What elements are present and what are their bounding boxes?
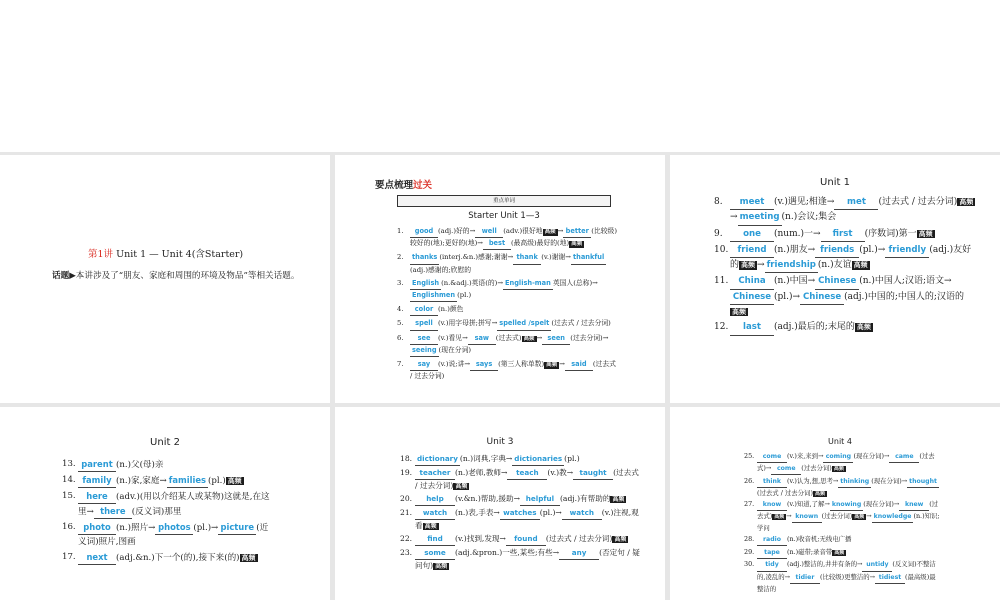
answer-blank: families (167, 473, 208, 488)
entry-text: (n.)父(母)亲 (116, 460, 164, 470)
entry-text: → (786, 512, 792, 521)
entry-text: (n.&adj.)英语(的)→ (441, 278, 504, 287)
high-frequency-badge: 高频 (455, 483, 468, 490)
high-frequency-badge: 高频 (854, 514, 865, 521)
high-frequency-badge: 高频 (833, 466, 844, 473)
slide-starter-words[interactable] (335, 155, 665, 403)
entry-text: (adj.&pron.)一些,某些;有些→ (455, 548, 560, 557)
answer-blank: photo (78, 520, 116, 535)
entry-text: (v.)用字母拼;拼写→ (438, 319, 498, 328)
answer-blank: best (483, 238, 511, 250)
entry-number: 21. (400, 508, 413, 517)
high-frequency-badge: 高频 (435, 563, 448, 570)
topic-label: 话题▶ (52, 271, 76, 281)
high-frequency-badge: 高频 (774, 514, 785, 521)
slide-unit3-words[interactable] (335, 407, 665, 600)
answer-blank: watch (415, 507, 455, 520)
entry-text: (现在分词)→ (863, 499, 900, 508)
entry-text: (n.)照片→ (116, 523, 156, 533)
entry-text: (v.)注视,观看 (415, 508, 639, 530)
entry-number: 29. (744, 547, 755, 556)
answer-blank: color (410, 304, 438, 316)
entry-number: 11. (714, 276, 729, 287)
answer-blank: there (94, 504, 132, 519)
entry-text: (过去分词) (821, 512, 853, 521)
answer-blank: came (889, 452, 919, 463)
entry-text: (v.)教→ (547, 468, 574, 477)
entry-text: (n.)表,手表→ (455, 508, 500, 517)
entry-text: (过去式 / 过去分词) (415, 468, 639, 490)
slide-unit1-words[interactable] (670, 155, 1000, 403)
high-frequency-badge: 高频 (546, 362, 558, 369)
entry-number: 13. (62, 459, 76, 469)
entry-text: (现在分词)→ (871, 476, 908, 485)
word-entry (397, 333, 617, 357)
answer-blank: tidy (757, 560, 787, 571)
answer-blank: one (730, 227, 774, 242)
answer-blank: say (410, 359, 438, 371)
entry-text: (n.)磁带;录音带 (787, 547, 833, 556)
entry-text: (反义词)那里 (131, 507, 182, 517)
entry-text: → (730, 212, 738, 223)
answer-blank: picture (218, 520, 256, 535)
entry-text: (n.)颜色 (438, 305, 464, 314)
answer-blank: coming (823, 452, 853, 463)
answer-blank: know (757, 500, 787, 511)
answer-blank: spelled /spelt (497, 318, 551, 330)
entry-text: (n.)知识;学问 (757, 512, 940, 533)
entry-text: (比较级)更整洁的→ (819, 572, 876, 581)
word-entry (744, 547, 940, 559)
word-entry (400, 453, 640, 466)
word-entry (62, 550, 272, 565)
entry-text: (最高级)最好的(地) (510, 239, 570, 248)
unit3-title: Unit 3 (486, 437, 514, 447)
lesson-range: Unit 1 — Unit 4(含Starter) (116, 249, 244, 260)
entry-text: (过去式) (757, 499, 939, 521)
entry-number: 22. (400, 534, 413, 543)
entry-number: 14. (62, 475, 76, 485)
answer-blank: teach (507, 467, 547, 480)
word-entry (714, 243, 976, 274)
answer-blank: saw (468, 333, 496, 345)
entry-number: 9. (714, 228, 723, 239)
word-entry (714, 274, 976, 319)
entry-number: 1. (397, 227, 404, 235)
entry-text: (adj.&n.)下一个(的),接下来(的) (116, 553, 240, 563)
high-frequency-badge: 高频 (612, 496, 625, 503)
entry-text: (现在分词)→ (853, 452, 890, 460)
blank-top-area (0, 0, 1000, 152)
answer-blank: meeting (738, 210, 782, 225)
answer-blank: taught (573, 467, 613, 480)
entry-text: (adv.)(用以介绍某人或某物)这就是,在这里→ (78, 492, 270, 517)
entry-text: (过去式 / 过去分词) (878, 197, 958, 207)
high-frequency-badge: 高频 (959, 198, 974, 206)
entry-number: 27. (744, 499, 755, 508)
answer-blank: Chinese (815, 274, 859, 289)
high-frequency-badge: 高频 (856, 323, 871, 332)
entry-number: 10. (714, 244, 729, 255)
entry-text: (num.)一→ (774, 228, 821, 239)
entry-text: → (757, 260, 765, 271)
answer-blank: spell (410, 318, 438, 330)
entry-number: 4. (397, 305, 404, 314)
entry-text: (adv.)很好地 (503, 227, 543, 235)
word-entry (744, 476, 940, 498)
answer-blank: found (506, 533, 546, 546)
answer-blank: see (410, 333, 438, 345)
answer-blank: Chinese (730, 290, 774, 305)
entry-text: (v.&n.)帮助,援助→ (455, 494, 520, 503)
entry-text: (v.)谢谢→ (541, 253, 571, 262)
word-entry (400, 547, 640, 572)
word-entry (397, 359, 617, 382)
entry-text: (过去式 / 过去分词) (551, 319, 611, 328)
entry-text: (否定句 / 疑问句) (415, 548, 640, 570)
entry-text: (反义词)不整洁的,凌乱的→ (757, 560, 936, 581)
entry-text: (v.)看见→ (438, 333, 468, 342)
entry-number: 8. (714, 197, 723, 207)
entry-text: (现在分词) (438, 345, 472, 354)
entry-text: (adj.)友好的 (730, 244, 972, 271)
answer-blank: China (730, 274, 774, 289)
answer-blank: find (415, 533, 455, 546)
answer-blank: met (834, 195, 878, 210)
entry-text: (adj.)最后的;末尾的 (774, 322, 855, 333)
entry-text: (pl.)→ (193, 523, 219, 533)
entry-number: 16. (62, 522, 76, 532)
answer-blank: family (78, 473, 116, 488)
answer-blank: better (563, 226, 591, 238)
word-entry (397, 278, 617, 302)
entry-number: 18. (400, 454, 413, 463)
answer-blank: English (410, 278, 441, 290)
entry-number: 23. (400, 548, 413, 557)
entry-number: 17. (62, 552, 76, 562)
high-frequency-badge: 高频 (814, 491, 825, 498)
word-entry (397, 226, 617, 250)
answer-blank: friend (730, 243, 774, 258)
entry-text: (pl.) (564, 454, 580, 463)
entry-number: 30. (744, 560, 755, 569)
word-entry (397, 304, 617, 316)
entry-text: (v.)认为,想,思考→ (787, 476, 839, 485)
word-entry (62, 457, 272, 472)
answer-blank: seen (542, 333, 570, 345)
entry-text: (pl.) (457, 291, 472, 300)
entry-text: (最高级)最整洁的 (757, 572, 936, 593)
answer-blank: known (792, 512, 822, 523)
word-entry (744, 499, 940, 534)
entry-number: 12. (714, 322, 729, 333)
entry-text: (第三人称单数) (498, 360, 545, 369)
answer-blank: knew (899, 500, 929, 511)
answer-blank: good (410, 226, 438, 238)
key-words-box-label: 重点单词 (397, 195, 611, 207)
word-entry (397, 318, 617, 330)
answer-blank: friendly (885, 243, 929, 258)
unit3-word-list (400, 453, 640, 573)
section-title (375, 177, 432, 191)
entry-text: (过去分词)→ (570, 333, 609, 342)
answer-blank: tidier (790, 573, 820, 584)
answer-blank: Chinese (800, 290, 844, 305)
answer-blank: here (78, 489, 116, 504)
entry-text: → (866, 512, 872, 521)
entry-text: 英国人(总称)→ (552, 278, 598, 287)
unit1-title: Unit 1 (820, 177, 850, 188)
high-frequency-badge: 高频 (227, 477, 242, 485)
answer-blank: last (730, 320, 774, 335)
word-entry (744, 534, 940, 546)
answer-blank: first (821, 227, 865, 242)
high-frequency-badge: 高频 (241, 554, 256, 562)
entry-text: (过去分词) (801, 464, 832, 473)
answer-blank: meet (730, 195, 774, 210)
answer-blank: thanks (410, 252, 439, 264)
lesson-title (88, 246, 243, 260)
entry-text: (近义词)照片,图画 (78, 523, 269, 547)
starter-unit-title: Starter Unit 1—3 (468, 211, 540, 221)
answer-blank: some (415, 547, 455, 560)
answer-blank: well (475, 226, 503, 238)
entry-text: (过去式 / 过去分词) (757, 489, 813, 498)
answer-blank: watches (500, 507, 540, 520)
entry-text: (n.)友谊 (817, 260, 852, 271)
answer-blank: friends (815, 243, 859, 258)
word-entry (400, 467, 640, 492)
word-entry (62, 473, 272, 488)
answer-blank: says (470, 359, 498, 371)
word-entry (400, 493, 640, 506)
entry-text: → (557, 227, 564, 235)
entry-text: (v.)说;讲→ (438, 360, 471, 369)
entry-text: (过去式)→ (757, 452, 935, 473)
answer-blank: said (565, 359, 593, 371)
answer-blank: think (757, 477, 787, 488)
entry-text: (n.)朋友→ (774, 244, 816, 255)
answer-blank: parent (78, 457, 116, 472)
entry-text: (n.)收音机;无线电广播 (787, 534, 852, 543)
entry-text: (过去式 / 过去分词) (545, 534, 613, 543)
unit2-word-list (62, 457, 272, 566)
answer-blank: friendship (765, 258, 818, 273)
high-frequency-badge: 高频 (571, 241, 583, 248)
answer-blank: watch (562, 507, 602, 520)
entry-text: → (559, 360, 565, 369)
answer-blank: thankful (571, 252, 606, 264)
word-entry (400, 533, 640, 546)
entry-number: 5. (397, 319, 404, 328)
answer-blank: come (771, 464, 801, 475)
entry-text: (adj.)整洁的,井井有条的→ (787, 560, 863, 569)
entry-number: 6. (397, 333, 404, 342)
unit4-title: Unit 4 (828, 437, 852, 446)
entry-text: (n.)中国→ (774, 276, 816, 287)
word-entry (714, 195, 976, 226)
word-entry (744, 559, 940, 594)
answer-blank: untidy (862, 560, 892, 571)
unit1-word-list (714, 195, 976, 337)
section-title-accent: 过关 (413, 180, 433, 191)
word-entry (714, 320, 976, 335)
word-entry (744, 451, 940, 475)
answer-blank: dictionaries (512, 453, 564, 466)
entry-text: (序数词)第一 (864, 228, 917, 239)
high-frequency-badge: 高频 (834, 549, 845, 556)
slide-unit4-words[interactable] (670, 407, 1000, 600)
word-entry (62, 489, 272, 519)
entry-text: (adj.)感谢的;欣慰的 (410, 265, 472, 274)
topic-text: 本讲涉及了“朋友、家庭和周围的环境及物品”等相关话题。 (75, 271, 300, 281)
slide-lesson-title[interactable] (0, 155, 330, 403)
answer-blank: thought (907, 477, 939, 488)
entry-number: 15. (62, 491, 76, 501)
entry-number: 25. (744, 452, 755, 460)
answer-blank: radio (757, 535, 787, 546)
entry-number: 3. (397, 278, 404, 287)
entry-text: (n.)词典,字典→ (459, 454, 513, 463)
entry-text: (pl.)→ (774, 291, 801, 302)
entry-text: (adj.)好的→ (438, 227, 476, 235)
high-frequency-badge: 高频 (523, 335, 535, 342)
entry-number: 28. (744, 534, 755, 543)
high-frequency-badge: 高频 (918, 229, 933, 238)
unit2-title: Unit 2 (150, 437, 180, 448)
entry-number: 19. (400, 468, 413, 477)
high-frequency-badge: 高频 (853, 261, 868, 270)
topic-description (52, 270, 317, 283)
entry-text: (interj.&n.)感谢;谢谢→ (439, 253, 514, 262)
word-entry (62, 520, 272, 549)
answer-blank: Englishmen (410, 290, 457, 302)
starter-word-list (397, 226, 617, 384)
entry-text: (比较级)较好的(地);更好的(地)→ (410, 227, 617, 248)
entry-text: (pl.) (208, 476, 226, 486)
answer-blank: helpful (520, 493, 560, 506)
entry-number: 7. (397, 360, 404, 369)
entry-text: (n.)家,家庭→ (116, 476, 167, 486)
word-entry (400, 507, 640, 532)
entry-number: 2. (397, 253, 404, 262)
entry-text: (adj.)中国的;中国人的;汉语的 (844, 291, 964, 302)
entry-number: 20. (400, 494, 413, 503)
entry-text: (n.)会议;集会 (781, 212, 837, 223)
unit4-word-list (744, 451, 940, 594)
answer-blank: come (757, 452, 787, 463)
lesson-number: 第1讲 (88, 249, 114, 260)
answer-blank: help (415, 493, 455, 506)
entry-text: (过去式) (495, 333, 522, 342)
answer-blank: knowing (830, 500, 863, 511)
entry-text: (adj.)有帮助的 (559, 494, 611, 503)
answer-blank: thinking (838, 477, 871, 488)
high-frequency-badge: 高频 (732, 308, 746, 317)
answer-blank: knowledge (872, 512, 914, 523)
entry-text: (v.)找到,发现→ (455, 534, 506, 543)
answer-blank: thank (513, 252, 541, 264)
entry-text: → (536, 333, 543, 342)
word-entry (714, 227, 976, 242)
entry-text: (pl.)→ (859, 244, 886, 255)
word-entry (397, 252, 617, 275)
section-title-main: 要点梳理 (375, 180, 414, 191)
entry-text: (v.)来,来到→ (787, 452, 824, 460)
answer-blank: next (78, 550, 116, 565)
entry-number: 26. (744, 476, 755, 485)
entry-text: (v.)遇见;相逢→ (774, 197, 835, 207)
entry-text: (n.)中国人;汉语;语文→ (859, 276, 952, 287)
answer-blank: English-man (503, 278, 553, 290)
answer-blank: seeing (410, 345, 439, 357)
high-frequency-badge: 高频 (424, 523, 437, 530)
high-frequency-badge: 高频 (614, 536, 627, 543)
high-frequency-badge: 高频 (741, 261, 756, 270)
entry-text: (v.)知道,了解→ (787, 499, 830, 508)
entry-text: (pl.)→ (539, 508, 562, 517)
answer-blank: dictionary (415, 453, 460, 466)
answer-blank: tidiest (875, 573, 905, 584)
answer-blank: tape (757, 548, 787, 559)
entry-text: (n.)老师,教师→ (455, 468, 508, 477)
answer-blank: teacher (415, 467, 455, 480)
high-frequency-badge: 高频 (544, 229, 556, 235)
answer-blank: any (559, 547, 599, 560)
answer-blank: photos (155, 520, 193, 535)
entry-text: (过去式 / 过去分词) (410, 360, 616, 381)
slide-unit2-words[interactable] (0, 407, 330, 600)
